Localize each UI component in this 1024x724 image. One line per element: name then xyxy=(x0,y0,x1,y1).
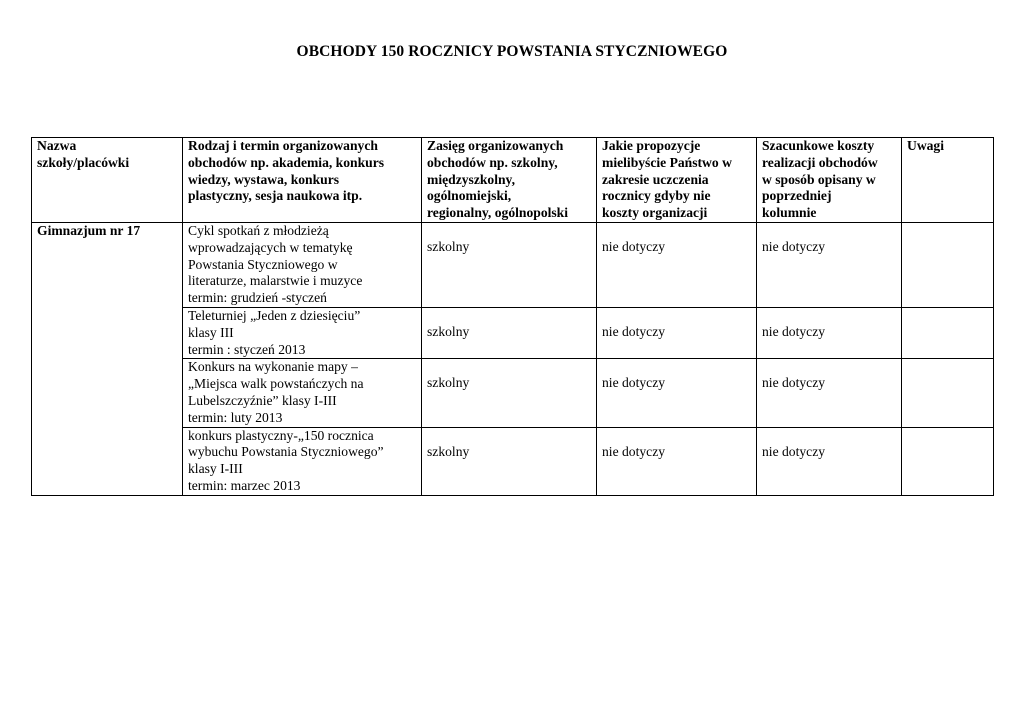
header-text: w sposób opisany w xyxy=(762,171,876,187)
header-text: poprzedniej xyxy=(762,188,832,204)
proposals-text: nie dotyczy xyxy=(602,375,666,391)
header-text: obchodów np. szkolny, xyxy=(427,154,558,170)
notes-cell xyxy=(902,223,994,308)
event-text: klasy I-III xyxy=(188,461,243,477)
event-text: Cykl spotkań z młodzieżą xyxy=(188,223,329,238)
header-text: Zasięg organizowanych xyxy=(427,138,564,153)
event-cell xyxy=(183,308,422,359)
header-text: Nazwa xyxy=(37,138,77,153)
header-text: plastyczny, sesja naukowa itp. xyxy=(188,188,363,204)
event-text: Teleturniej „Jeden z dziesięciu” xyxy=(188,308,361,323)
header-text: Uwagi xyxy=(907,138,945,153)
proposals-cell xyxy=(597,427,757,495)
table-header-row xyxy=(32,138,994,223)
scope-text: szkolny xyxy=(427,375,470,391)
header-costs xyxy=(757,138,902,223)
event-text: wprowadzających w tematykę xyxy=(188,239,353,255)
scope-text: szkolny xyxy=(427,324,470,339)
event-text: wybuchu Powstania Styczniowego” xyxy=(188,444,384,460)
event-text: konkurs plastyczny-„150 rocznica xyxy=(188,427,374,443)
header-text: obchodów np. akademia, konkurs xyxy=(188,154,385,170)
header-text: regionalny, ogólnopolski xyxy=(427,205,569,221)
header-notes xyxy=(902,138,994,223)
scope-cell xyxy=(422,308,597,359)
header-text: Szacunkowe koszty xyxy=(762,138,875,153)
header-text: szkoły/placówki xyxy=(37,154,130,170)
notes-cell xyxy=(902,427,994,495)
header-text: międzyszkolny, xyxy=(427,171,515,187)
events-table xyxy=(31,137,994,496)
header-scope xyxy=(422,138,597,223)
school-name-cell: Gimnazjum nr 17 xyxy=(32,223,183,496)
event-text: Konkurs na wykonanie mapy – xyxy=(188,359,358,375)
event-text: Powstania Styczniowego w xyxy=(188,256,338,272)
header-text: kolumnie xyxy=(762,205,817,221)
event-text: termin: luty 2013 xyxy=(188,409,283,425)
costs-cell xyxy=(757,308,902,359)
page-title: OBCHODY 150 ROCZNICY POWSTANIA STYCZNIOWEGO xyxy=(296,43,728,60)
table-row xyxy=(32,223,994,308)
header-text: mielibyście Państwo w xyxy=(602,154,732,170)
event-text: literaturze, malarstwie i muzyce xyxy=(188,273,363,289)
proposals-text: nie dotyczy xyxy=(602,324,666,339)
header-text: ogólnomiejski, xyxy=(427,188,512,204)
notes-cell xyxy=(902,308,994,359)
proposals-cell xyxy=(597,308,757,359)
header-event-type xyxy=(183,138,422,223)
header-text: wiedzy, wystawa, konkurs xyxy=(188,171,340,187)
proposals-cell xyxy=(597,359,757,427)
event-text: „Miejsca walk powstańczych na xyxy=(188,376,364,392)
scope-cell xyxy=(422,223,597,308)
costs-cell xyxy=(757,427,902,495)
event-text: Lubelszczyźnie” klasy I-III xyxy=(188,392,337,408)
header-school-name xyxy=(32,138,183,223)
costs-text: nie dotyczy xyxy=(762,443,826,459)
costs-cell xyxy=(757,359,902,427)
event-text: termin: grudzień -styczeń xyxy=(188,290,327,306)
header-text: koszty organizacji xyxy=(602,205,708,221)
event-text: termin: marzec 2013 xyxy=(188,477,301,493)
header-text: Rodzaj i termin organizowanych xyxy=(188,138,378,153)
header-text: Jakie propozycje xyxy=(602,138,701,153)
costs-text: nie dotyczy xyxy=(762,375,826,391)
proposals-text: nie dotyczy xyxy=(602,239,666,254)
event-cell xyxy=(183,223,422,308)
event-text: termin : styczeń 2013 xyxy=(188,341,306,357)
event-cell xyxy=(183,427,422,495)
costs-text: nie dotyczy xyxy=(762,239,826,254)
proposals-cell xyxy=(597,223,757,308)
proposals-text: nie dotyczy xyxy=(602,443,666,459)
scope-cell xyxy=(422,359,597,427)
event-cell xyxy=(183,359,422,427)
costs-text: nie dotyczy xyxy=(762,324,826,339)
scope-text: szkolny xyxy=(427,239,470,254)
event-text: klasy III xyxy=(188,324,234,340)
costs-cell xyxy=(757,223,902,308)
scope-text: szkolny xyxy=(427,443,470,459)
header-proposals xyxy=(597,138,757,223)
header-text: rocznicy gdyby nie xyxy=(602,188,711,204)
scope-cell xyxy=(422,427,597,495)
notes-cell xyxy=(902,359,994,427)
header-text: realizacji obchodów xyxy=(762,154,878,170)
header-text: zakresie uczczenia xyxy=(602,171,709,187)
